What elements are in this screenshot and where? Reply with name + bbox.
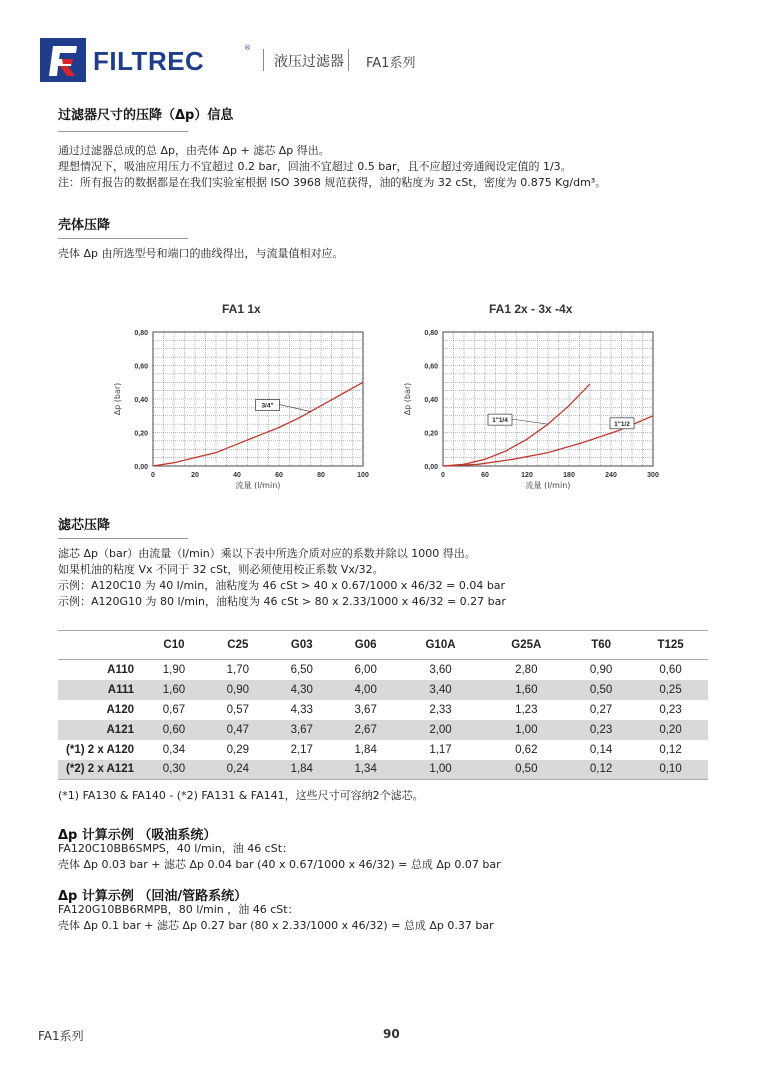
x-axis-label: 流量 (l/min) [525, 481, 571, 490]
table-cell: 2,00 [398, 720, 484, 740]
table-cell: 0,57 [226, 703, 250, 716]
page-number: 90 [383, 1027, 400, 1041]
filtrec-logo-icon [40, 38, 86, 82]
example-line: FA120G10BB6RMPB，80 l/min ，油 46 cSt： [58, 903, 299, 916]
y-tick-label: 0,60 [424, 363, 438, 371]
series-label: 1"1/4 [492, 417, 508, 425]
y-axis-label: Δp (bar) [113, 382, 122, 416]
table-cell: 0,34 [162, 743, 186, 756]
y-tick-label: 0,40 [134, 397, 148, 404]
intro-paragraph [58, 143, 606, 191]
series-label: 1"1/2 [614, 420, 630, 428]
table-row [58, 740, 708, 760]
table-cell: 1,60 [483, 680, 569, 700]
example-suction-paragraph [58, 841, 501, 873]
table-cell: 1,84 [270, 760, 334, 780]
table-cell: 0,60 [142, 720, 206, 740]
x-tick-label: 240 [605, 472, 617, 479]
page-header [38, 36, 738, 86]
series-label-leader [280, 405, 311, 412]
section-rule [58, 238, 188, 239]
element-paragraph [58, 546, 506, 610]
registered-mark: ® [244, 44, 251, 52]
element-line: 滤芯 Δp（bar）由流量（l/min）乘以下表中所选介质对应的系数并除以 1000 得出。 [58, 547, 476, 560]
section-title-element: 滤芯压降 [58, 518, 111, 533]
y-tick-label: 0,20 [424, 430, 438, 438]
table-cell: 0,90 [206, 680, 270, 700]
table-cell: 0,23 [659, 703, 682, 716]
y-tick-label: 0,00 [424, 464, 438, 471]
column-header: C10 [142, 631, 206, 660]
x-tick-label: 300 [647, 472, 659, 479]
x-tick-label: 20 [191, 472, 199, 479]
table-cell: 1,17 [429, 743, 452, 756]
chart-fa1-2x-3x-4x [398, 320, 668, 500]
table-cell: 1,23 [515, 703, 538, 716]
header-series: FA1系列 [366, 56, 416, 71]
table-cell: 0,20 [633, 720, 708, 740]
table-cell: 0,12 [569, 760, 633, 780]
header-divider [348, 49, 349, 71]
table-cell: 2,80 [515, 663, 538, 676]
table-cell: 0,50 [483, 760, 569, 780]
column-header: G25A [483, 631, 569, 660]
table-cell: 0,47 [206, 720, 270, 740]
example-line: 壳体 Δp 0.03 bar + 滤芯 Δp 0.04 bar (40 x 0.67/1000 x 46/32) = 总成 Δp 0.07 bar [58, 858, 501, 871]
element-coefficient-table [58, 630, 708, 780]
table-cell: 1,60 [142, 680, 206, 700]
chart-title-fa1-2x-3x-4x: FA1 2x - 3x -4x [489, 302, 573, 316]
element-line: 如果机油的粘度 Vx 不同于 32 cSt，则必须使用校正系数 Vx/32。 [58, 563, 384, 576]
column-header: G10A [398, 631, 484, 660]
table-cell: 1,00 [483, 720, 569, 740]
table-cell: 0,24 [206, 760, 270, 780]
table-cell: 1,34 [334, 760, 398, 780]
table-cell: 2,67 [334, 720, 398, 740]
table-cell: 3,40 [398, 680, 484, 700]
table-cell: 0,27 [589, 703, 613, 716]
table-cell: 4,33 [290, 703, 313, 716]
table-cell: 0,29 [226, 743, 250, 756]
table-cell: 3,67 [354, 703, 377, 716]
table-row [58, 660, 708, 680]
header-subtitle: 液压过滤器 [274, 54, 344, 70]
table-cell: 6,00 [354, 663, 377, 676]
example-title-suction: Δp 计算示例 （吸油系统） [58, 828, 217, 843]
row-label: A111 [58, 680, 142, 700]
header-divider [263, 49, 264, 71]
y-tick-label: 0,40 [424, 397, 438, 404]
column-header [58, 631, 142, 660]
table-row [58, 700, 708, 720]
y-axis-label: Δp (bar) [403, 382, 412, 416]
x-tick-label: 80 [317, 472, 325, 479]
section-rule [58, 131, 188, 132]
x-tick-label: 100 [357, 472, 369, 479]
example-title-return: Δp 计算示例 （回油/管路系统） [58, 889, 248, 904]
x-tick-label: 0 [441, 472, 445, 479]
table-row [58, 760, 708, 780]
intro-line: 通过过滤器总成的总 Δp，由壳体 Δp + 滤芯 Δp 得出。 [58, 144, 330, 157]
table-cell: 0,14 [589, 743, 613, 756]
table-cell: 0,62 [515, 743, 538, 756]
series-label-leader [512, 419, 548, 424]
element-line: 示例：A120C10 为 40 l/min，油粘度为 46 cSt > 40 x 0.67/1000 x 46/32 = 0.04 bar [58, 579, 506, 592]
column-header: T125 [633, 631, 708, 660]
row-label: (*1) 2 x A120 [66, 743, 134, 756]
table-cell: 4,00 [334, 680, 398, 700]
table-cell: 4,30 [270, 680, 334, 700]
row-label: A121 [58, 720, 142, 740]
table-row [58, 720, 708, 740]
table-cell: 6,50 [290, 663, 313, 676]
column-header: C25 [206, 631, 270, 660]
section-title-housing: 壳体压降 [58, 218, 111, 233]
table-cell: 0,10 [633, 760, 708, 780]
table-cell: 1,70 [226, 663, 250, 676]
x-tick-label: 60 [481, 472, 489, 479]
table-cell: 2,17 [290, 743, 313, 756]
table-row [58, 680, 708, 700]
column-header: G06 [334, 631, 398, 660]
brand-name: FILTREC [93, 46, 205, 76]
x-tick-label: 60 [275, 472, 283, 479]
footer-series: FA1系列 [38, 1029, 84, 1043]
table-cell: 0,67 [162, 703, 186, 716]
example-line: 壳体 Δp 0.1 bar + 滤芯 Δp 0.27 bar (80 x 2.33/1000 x 46/32) = 总成 Δp 0.37 bar [58, 919, 494, 932]
table-cell: 0,23 [569, 720, 633, 740]
table-cell: 3,67 [270, 720, 334, 740]
table-note: (*1) FA130 & FA140 - (*2) FA131 & FA141，这些尺寸可容纳2个滤芯。 [58, 789, 424, 802]
table-cell: 0,50 [569, 680, 633, 700]
table-cell: 0,25 [633, 680, 708, 700]
chart-fa1-1x [108, 320, 378, 500]
series-label: 3/4" [261, 402, 274, 410]
y-tick-label: 0,00 [134, 464, 148, 471]
table-cell: 3,60 [429, 663, 452, 676]
row-label: A110 [107, 663, 134, 676]
table-cell: 2,33 [429, 703, 452, 716]
column-header: G03 [270, 631, 334, 660]
table-cell: 0,60 [659, 663, 682, 676]
y-tick-label: 0,60 [134, 363, 148, 371]
intro-line: 注：所有报告的数据都是在我们实验室根据 ISO 3968 规范获得，油的粘度为 32 cSt，密度为 0.875 Kg/dm³。 [58, 176, 607, 189]
table-cell: 0,30 [142, 760, 206, 780]
x-axis-label: 流量 (l/min) [235, 481, 281, 490]
table-cell: 0,90 [589, 663, 613, 676]
y-tick-label: 0,80 [424, 330, 438, 337]
row-label: A120 [106, 703, 134, 716]
element-line: 示例：A120G10 为 80 l/min，油粘度为 46 cSt > 80 x 2.33/1000 x 46/32 = 0.27 bar [58, 595, 506, 608]
column-header: T60 [569, 631, 633, 660]
x-tick-label: 180 [563, 472, 575, 479]
y-tick-label: 0,80 [134, 330, 148, 337]
intro-line: 理想情况下，吸油应用压力不宜超过 0.2 bar，回油不宜超过 0.5 bar，且不应超过旁通阀设定值的 1/3。 [58, 160, 572, 173]
table-cell: 1,90 [162, 663, 186, 676]
x-tick-label: 120 [521, 472, 533, 479]
housing-paragraph: 壳体 Δp 由所选型号和端口的曲线得出，与流量值相对应。 [58, 247, 344, 260]
x-tick-label: 40 [233, 472, 241, 479]
table-cell: 1,00 [398, 760, 484, 780]
section-rule [58, 538, 188, 539]
example-return-paragraph [58, 902, 494, 934]
y-tick-label: 0,20 [134, 430, 148, 438]
section-title-pressure-drop: 过滤器尺寸的压降（Δp）信息 [58, 108, 234, 123]
chart-title-fa1-1x: FA1 1x [222, 302, 261, 316]
x-tick-label: 0 [151, 472, 155, 479]
table-cell: 0,12 [659, 743, 682, 756]
table-header-row [58, 631, 708, 660]
example-line: FA120C10BB6SMPS，40 l/min，油 46 cSt： [58, 842, 294, 855]
table-cell: 1,84 [354, 743, 377, 756]
row-label: (*2) 2 x A121 [58, 760, 142, 780]
